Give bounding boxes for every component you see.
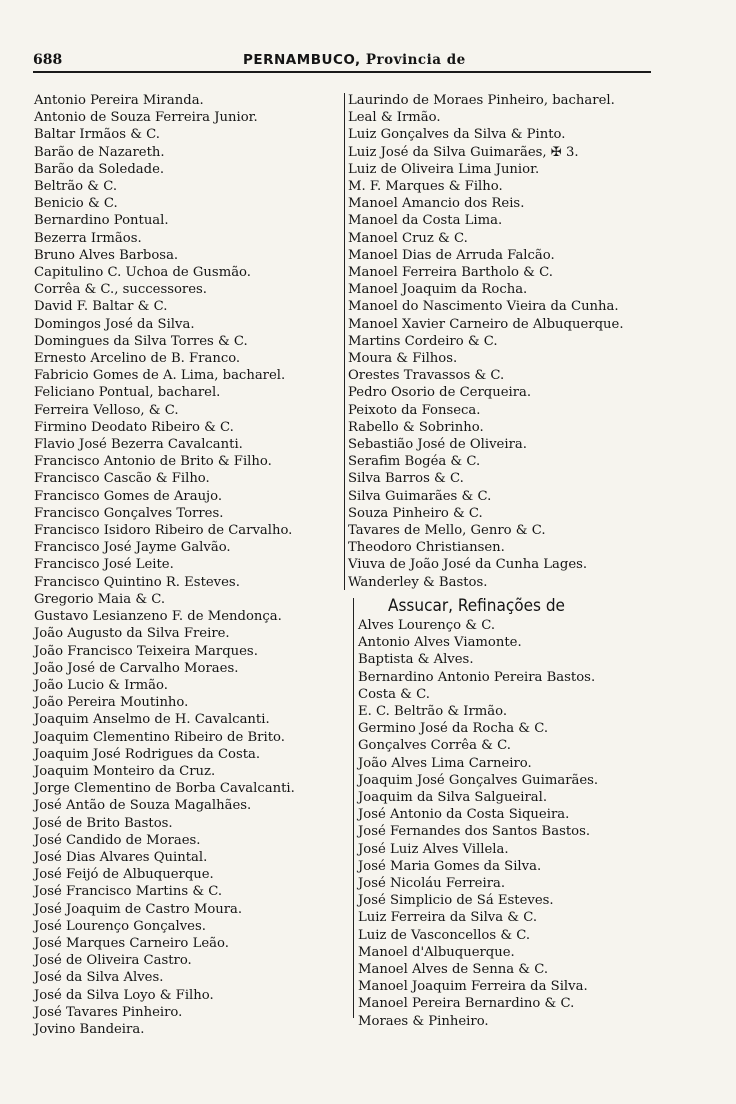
list-item: Orestes Travassos & C. [348, 368, 505, 384]
header-rule [33, 71, 651, 73]
list-item: Feliciano Pontual, bacharel. [34, 385, 221, 401]
list-item: Manoel Amancio dos Reis. [348, 196, 525, 212]
list-item: Tavares de Mello, Genro & C. [348, 523, 546, 539]
list-item: Peixoto da Fonseca. [348, 402, 481, 418]
list-item: Baptista & Alves. [358, 652, 474, 668]
list-item: José Joaquim de Castro Moura. [34, 901, 243, 917]
list-item: João Alves Lima Carneiro. [358, 755, 532, 771]
list-item: Bernardino Antonio Pereira Bastos. [358, 669, 596, 685]
list-item: Firmino Deodato Ribeiro & C. [34, 419, 234, 435]
list-item: José Antão de Souza Magalhães. [34, 798, 252, 814]
list-item: Moura & Filhos. [348, 351, 458, 367]
list-item: E. C. Beltrão & Irmão. [358, 704, 508, 720]
list-item: Manoel da Costa Lima. [348, 213, 503, 229]
section-entries [358, 617, 678, 1030]
list-item: David F. Baltar & C. [34, 299, 168, 315]
list-item: Manoel Ferreira Bartholo & C. [348, 265, 553, 281]
list-item: Manoel Cruz & C. [348, 230, 468, 246]
list-item: José da Silva Alves. [34, 970, 164, 986]
section-heading: Assucar, Refinações de [388, 596, 565, 616]
list-item: Beltrão & C. [34, 179, 118, 195]
list-item: Jorge Clementino de Borba Cavalcanti. [34, 781, 295, 797]
list-item: Martins Cordeiro & C. [348, 333, 498, 349]
list-item: João Francisco Teixeira Marques. [34, 643, 258, 659]
list-item: Francisco Antonio de Brito & Filho. [34, 454, 272, 470]
list-item: Luiz de Vasconcellos & C. [358, 927, 531, 943]
list-item: M. F. Marques & Filho. [348, 179, 503, 195]
list-item: Souza Pinheiro & C. [348, 505, 483, 521]
list-item: José Tavares Pinheiro. [34, 1004, 183, 1020]
list-item: Antonio Alves Viamonte. [358, 635, 522, 651]
list-item: Wanderley & Bastos. [348, 574, 488, 590]
list-item: Luiz de Oliveira Lima Junior. [348, 161, 540, 177]
list-item: Sebastião José de Oliveira. [348, 437, 527, 453]
list-item: Flavio José Bezerra Cavalcanti. [34, 437, 243, 453]
list-item: José Fernandes dos Santos Bastos. [358, 824, 591, 840]
list-item: Laurindo de Moraes Pinheiro, bacharel. [348, 93, 615, 108]
list-item: Benicio & C. [34, 196, 118, 212]
list-item: Joaquim da Silva Salgueiral. [358, 790, 548, 806]
list-item: José Francisco Martins & C. [34, 884, 223, 900]
list-item: José Lourenço Gonçalves. [34, 918, 206, 934]
list-item: Antonio de Souza Ferreira Junior. [34, 110, 258, 126]
list-item: José da Silva Loyo & Filho. [34, 987, 214, 1003]
list-item: Corrêa & C., successores. [34, 282, 208, 298]
list-item: Manoel do Nascimento Vieira da Cunha. [348, 299, 619, 315]
list-item: José Feijó de Albuquerque. [34, 867, 214, 883]
list-item: Joaquim Monteiro da Cruz. [34, 763, 216, 779]
list-item: Francisco Cascão & Filho. [34, 471, 210, 487]
list-item: Joaquim Clementino Ribeiro de Brito. [34, 729, 285, 745]
list-item: José Luiz Alves Villela. [358, 841, 509, 857]
list-item: Serafim Bogéa & C. [348, 454, 481, 470]
list-item: Barão da Soledade. [34, 161, 165, 177]
list-item: Francisco Isidoro Ribeiro de Carvalho. [34, 523, 293, 539]
list-item: Silva Barros & C. [348, 471, 464, 487]
list-item: Rabello & Sobrinho. [348, 419, 484, 435]
list-item: Leal & Irmão. [348, 110, 441, 126]
list-item: Manoel Xavier Carneiro de Albuquerque. [348, 316, 624, 332]
list-item: José Nicoláu Ferreira. [358, 876, 506, 892]
list-item: Baltar Irmãos & C. [34, 127, 160, 143]
list-item: Bruno Alves Barbosa. [34, 247, 179, 263]
column-divider-bottom [353, 598, 354, 1018]
running-title-caps: PERNAMBUCO, [243, 52, 361, 68]
list-item: Fabricio Gomes de A. Lima, bacharel. [34, 368, 286, 384]
list-item: Luiz Ferreira da Silva & C. [358, 910, 538, 926]
list-item: Alves Lourenço & C. [358, 618, 496, 633]
list-item: José Antonio da Costa Siqueira. [358, 807, 570, 823]
list-item: João Augusto da Silva Freire. [34, 626, 230, 642]
list-item: José de Oliveira Castro. [34, 953, 192, 969]
list-item: Manoel d'Albuquerque. [358, 944, 515, 960]
list-item: José Marques Carneiro Leão. [34, 935, 229, 951]
page-number: 688 [33, 52, 63, 68]
list-item: Francisco José Jayme Galvão. [34, 540, 231, 556]
running-title [243, 52, 466, 68]
list-item: Joaquim José Rodrigues da Costa. [34, 746, 261, 762]
list-item: Francisco Quintino R. Esteves. [34, 574, 240, 590]
list-item: Pedro Osorio de Cerqueira. [348, 385, 532, 401]
list-item: José Simplicio de Sá Esteves. [358, 893, 554, 909]
list-item: José Dias Alvares Quintal. [34, 849, 208, 865]
list-item: Francisco Gonçalves Torres. [34, 505, 224, 521]
running-title-rest: Provincia de [360, 52, 466, 68]
list-item: Manoel Alves de Senna & C. [358, 962, 549, 978]
list-item: Manoel Pereira Bernardino & C. [358, 996, 575, 1012]
list-item: João Lucio & Irmão. [34, 677, 168, 693]
list-item: Ferreira Velloso, & C. [34, 402, 179, 418]
list-item: João Pereira Moutinho. [34, 695, 189, 711]
list-item: Gustavo Lesianzeno F. de Mendonça. [34, 609, 282, 625]
list-item: Gonçalves Corrêa & C. [358, 738, 511, 754]
list-item: João José de Carvalho Moraes. [34, 660, 239, 676]
list-item: Germino José da Rocha & C. [358, 721, 549, 737]
list-item: Moraes & Pinheiro. [358, 1013, 489, 1029]
left-column [34, 92, 342, 1038]
list-item: Francisco Gomes de Araujo. [34, 488, 223, 504]
list-item: Jovino Bandeira. [34, 1021, 145, 1037]
list-item: José de Brito Bastos. [34, 815, 173, 831]
list-item: José Candido de Moraes. [34, 832, 201, 848]
list-item: Ernesto Arcelino de B. Franco. [34, 351, 241, 367]
list-item: Domingos José da Silva. [34, 316, 195, 332]
list-item: Gregorio Maia & C. [34, 591, 166, 607]
list-item: Luiz José da Silva Guimarães, ✠ 3. [348, 144, 579, 160]
list-item: Capitulino C. Uchoa de Gusmão. [34, 265, 251, 281]
list-item: Luiz Gonçalves da Silva & Pinto. [348, 127, 566, 143]
list-item: Barão de Nazareth. [34, 144, 165, 160]
list-item: Bezerra Irmãos. [34, 230, 142, 246]
list-item: Domingues da Silva Torres & C. [34, 333, 248, 349]
list-item: José Maria Gomes da Silva. [358, 858, 542, 874]
list-item: Viuva de João José da Cunha Lages. [348, 557, 588, 573]
column-divider-top [344, 93, 345, 590]
list-item: Manoel Dias de Arruda Falcão. [348, 247, 555, 263]
list-item: Theodoro Christiansen. [348, 540, 505, 556]
list-item: Francisco José Leite. [34, 557, 174, 573]
list-item: Manoel Joaquim da Rocha. [348, 282, 528, 298]
list-item: Costa & C. [358, 686, 430, 702]
list-item: Joaquim José Gonçalves Guimarães. [358, 772, 599, 788]
list-item: Silva Guimarães & C. [348, 488, 492, 504]
list-item: Antonio Pereira Miranda. [34, 93, 204, 108]
list-item: Joaquim Anselmo de H. Cavalcanti. [34, 712, 270, 728]
list-item: Bernardino Pontual. [34, 213, 169, 229]
page-header [33, 52, 655, 70]
list-item: Manoel Joaquim Ferreira da Silva. [358, 979, 588, 995]
right-column [348, 92, 668, 591]
